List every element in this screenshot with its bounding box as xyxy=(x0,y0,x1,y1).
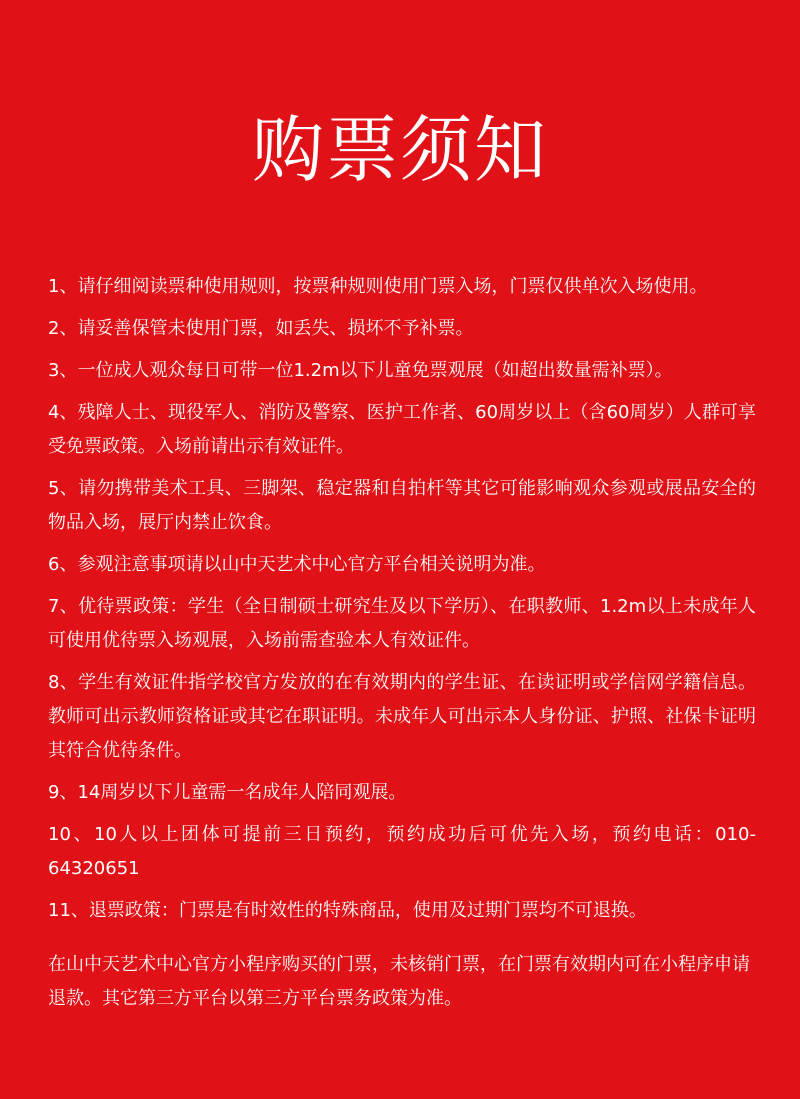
rule-item-4: 4、残障人士、现役军人、消防及警察、医护工作者、60周岁以上（含60周岁）人群可享受免票政策。入场前请出示有效证件。 xyxy=(48,402,756,457)
rule-item-8: 8、学生有效证件指学校官方发放的在有效期内的学生证、在读证明或学信网学籍信息。教师可出示教师资格证或其它在职证明。未成年人可出示本人身份证、护照、社保卡证明其符合优待条件。 xyxy=(48,672,756,761)
rule-item-2: 2、请妥善保管未使用门票，如丢失、损坏不予补票。 xyxy=(48,318,474,339)
refund-footer-note: 在山中天艺术中心官方小程序购买的门票，未核销门票，在门票有效期内可在小程序申请退款。其它第三方平台以第三方平台票务政策为准。 xyxy=(48,954,750,1009)
page-title: 购票须知 xyxy=(251,108,548,192)
rules-list xyxy=(48,270,756,936)
rule-item-5: 5、请勿携带美术工具、三脚架、稳定器和自拍杆等其它可能影响观众参观或展品安全的物品入场，展厅内禁止饮食。 xyxy=(48,478,756,533)
rule-item-6: 6、参观注意事项请以山中天艺术中心官方平台相关说明为准。 xyxy=(48,554,546,575)
rule-item-3: 3、一位成人观众每日可带一位1.2m以下儿童免票观展（如超出数量需补票）。 xyxy=(48,360,673,381)
rule-item-10: 10、10人以上团体可提前三日预约，预约成功后可优先入场，预约电话：010-64320651 xyxy=(48,824,756,879)
rule-item-11: 11、退票政策：门票是有时效性的特殊商品，使用及过期门票均不可退换。 xyxy=(48,900,647,921)
rule-item-7: 7、优待票政策：学生（全日制硕士研究生及以下学历）、在职教师、1.2m以上未成年人可使用优待票入场观展，入场前需查验本人有效证件。 xyxy=(48,596,756,651)
rule-item-9: 9、14周岁以下儿童需一名成年人陪同观展。 xyxy=(48,782,407,803)
rule-item-1: 1、请仔细阅读票种使用规则，按票种规则使用门票入场，门票仅供单次入场使用。 xyxy=(48,276,708,297)
